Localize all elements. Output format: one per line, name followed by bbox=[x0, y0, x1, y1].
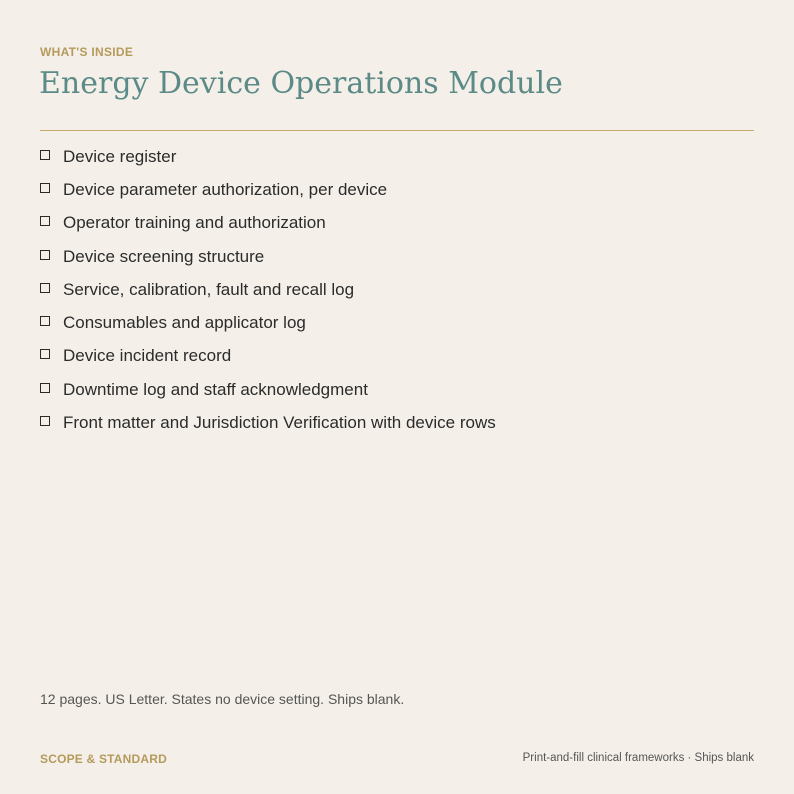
checklist-item bbox=[40, 406, 496, 439]
checklist-item bbox=[40, 273, 496, 306]
checkbox-icon bbox=[40, 349, 50, 359]
checklist-item-label: Device register bbox=[63, 146, 177, 166]
checklist-item-label: Downtime log and staff acknowledgment bbox=[63, 379, 368, 399]
checklist-item bbox=[40, 173, 496, 206]
eyebrow-label: WHAT'S INSIDE bbox=[40, 45, 134, 59]
checkbox-icon bbox=[40, 316, 50, 326]
checkbox-icon bbox=[40, 283, 50, 293]
spec-note: 12 pages. US Letter. States no device setting. Ships blank. bbox=[40, 691, 405, 707]
checklist-item-label: Service, calibration, fault and recall log bbox=[63, 279, 355, 299]
checklist-item bbox=[40, 340, 496, 373]
checklist-item-label: Device parameter authorization, per device bbox=[63, 179, 388, 199]
footer-tagline: Print-and-fill clinical frameworks · Ships blank bbox=[522, 752, 754, 764]
checklist-item bbox=[40, 306, 496, 339]
footer-brand: SCOPE & STANDARD bbox=[40, 752, 167, 766]
checkbox-icon bbox=[40, 416, 50, 426]
checklist-item-label: Device screening structure bbox=[63, 246, 265, 266]
checklist-item-label: Consumables and applicator log bbox=[63, 313, 306, 333]
page-title: Energy Device Operations Module bbox=[39, 66, 563, 101]
checklist-item-label: Operator training and authorization bbox=[63, 213, 326, 233]
checklist-item bbox=[40, 140, 496, 173]
checkbox-icon bbox=[40, 250, 50, 260]
checkbox-icon bbox=[40, 150, 50, 160]
checklist-item-label: Front matter and Jurisdiction Verification with device rows bbox=[63, 413, 496, 433]
checklist-item-label: Device incident record bbox=[63, 346, 232, 366]
checklist-item bbox=[40, 207, 496, 240]
checkbox-icon bbox=[40, 183, 50, 193]
checklist-item bbox=[40, 373, 496, 406]
checkbox-icon bbox=[40, 216, 50, 226]
contents-checklist bbox=[40, 140, 496, 440]
checklist-item bbox=[40, 240, 496, 273]
divider bbox=[40, 130, 754, 131]
checkbox-icon bbox=[40, 383, 50, 393]
